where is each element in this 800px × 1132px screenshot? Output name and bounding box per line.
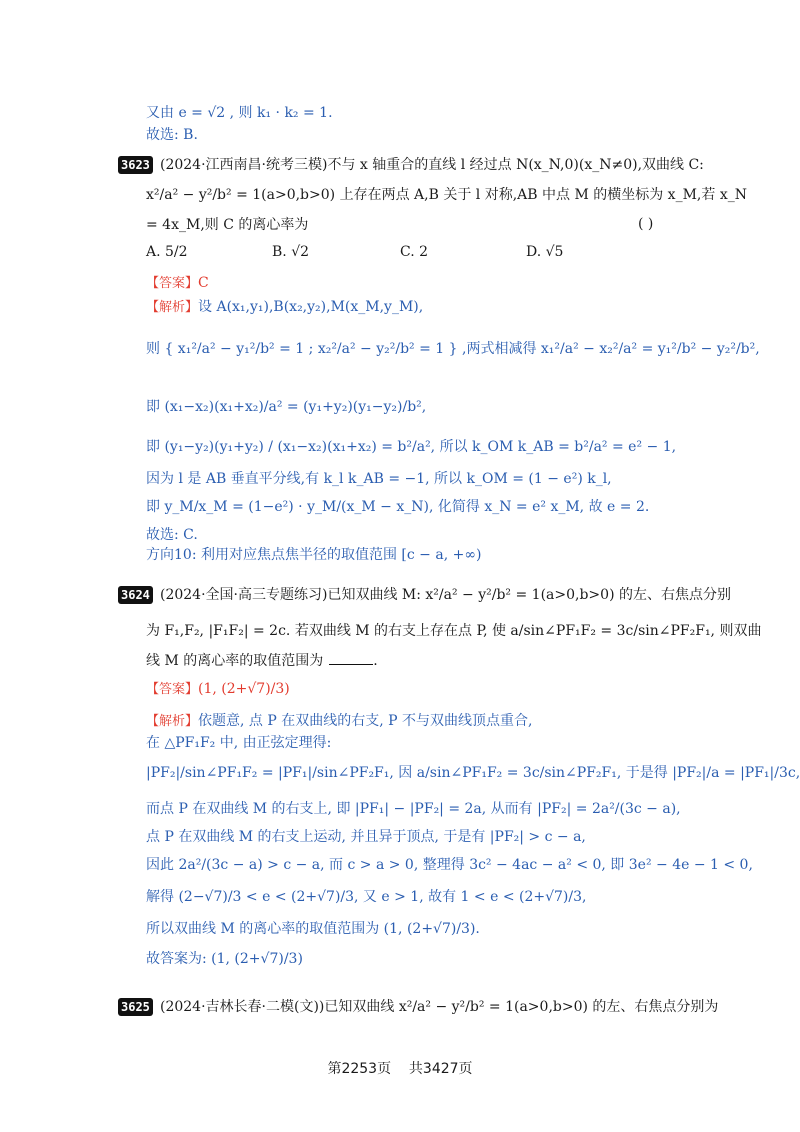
analysis-tag: 【解析】: [146, 300, 199, 315]
question-number-badge: 3623: [118, 156, 153, 174]
analysis-text: 依题意, 点 P 在双曲线的右支, P 不与双曲线顶点重合,: [198, 713, 533, 729]
question-3624-line-2: 为 F₁,F₂, |F₁F₂| = 2c. 若双曲线 M 的右支上存在点 P, 使 a/sin∠PF₁F₂ = 3c/sin∠PF₂F₁, 则双曲: [146, 623, 762, 639]
choice-c: C. 2: [400, 244, 429, 260]
answer-tag: 【答案】: [146, 682, 199, 697]
analysis-text: 设 A(x₁,y₁),B(x₂,y₂),M(x_M,y_M),: [198, 299, 424, 315]
analysis-line-4: 即 (y₁−y₂)(y₁+y₂) / (x₁−x₂)(x₁+x₂) = b²/a², 所以 k_OM k_AB = b²/a² = e² − 1,: [146, 439, 677, 455]
analysis-line-4: 而点 P 在双曲线 M 的右支上, 即 |PF₁| − |PF₂| = 2a, 从而有 |PF₂| = 2a²/(3c − a),: [146, 801, 681, 817]
question-number-badge: 3625: [118, 998, 153, 1016]
analysis-line-8: 方向10: 利用对应焦点焦半径的取值范围 [c − a, +∞): [146, 547, 482, 563]
question-3623-line-3: = 4x_M,则 C 的离心率为: [146, 217, 309, 233]
question-3625-line-1: (2024·吉林长春·二模(文))已知双曲线 x²/a² − y²/b² = 1(a>0,b>0) 的左、右焦点分别为: [160, 999, 719, 1015]
answer-paren: ( ): [638, 216, 654, 232]
question-3623-line-1: (2024·江西南昌·统考三模)不与 x 轴重合的直线 l 经过点 N(x_N,0)(x_N≠0),双曲线 C:: [160, 157, 704, 173]
analysis-line-5: 点 P 在双曲线 M 的右支上运动, 并且异于顶点, 于是有 |PF₂| > c − a,: [146, 829, 586, 845]
analysis-line-1: [146, 298, 423, 317]
page-number: 第2253页: [327, 1061, 392, 1077]
analysis-line-1: [146, 712, 532, 731]
prev-solution-line-1: 又由 e = √2 , 则 k₁ · k₂ = 1.: [146, 105, 333, 121]
answer-line: [146, 680, 290, 699]
analysis-line-5: 因为 l 是 AB 垂直平分线,有 k_l k_AB = −1, 所以 k_OM = (1 − e²) k_l,: [146, 471, 612, 487]
prev-solution-line-2: 故选: B.: [146, 127, 198, 143]
question-3624-line-3-text: 线 M 的离心率的取值范围为: [146, 653, 324, 669]
analysis-line-2: 在 △PF₁F₂ 中, 由正弦定理得:: [146, 735, 332, 751]
answer-line: [146, 274, 209, 293]
question-3624-line-3: 线 M 的离心率的取值范围为 .: [146, 653, 378, 669]
analysis-line-6: 因此 2a²/(3c − a) > c − a, 而 c > a > 0, 整理得 3c² − 4ac − a² < 0, 即 3e² − 4e − 1 < 0,: [146, 857, 753, 873]
analysis-line-6: 即 y_M/x_M = (1−e²) · y_M/(x_M − x_N), 化简得 x_N = e² x_M, 故 e = 2.: [146, 499, 650, 515]
analysis-line-7: 解得 (2−√7)/3 < e < (2+√7)/3, 又 e > 1, 故有 1 < e < (2+√7)/3,: [146, 889, 587, 905]
answer-tag: 【答案】: [146, 276, 199, 291]
page-footer: [0, 1058, 800, 1078]
page-total: 共3427页: [408, 1061, 473, 1077]
question-3624-line-1: (2024·全国·高三专题练习)已知双曲线 M: x²/a² − y²/b² = 1(a>0,b>0) 的左、右焦点分别: [160, 587, 731, 603]
analysis-line-3: 即 (x₁−x₂)(x₁+x₂)/a² = (y₁+y₂)(y₁−y₂)/b²,: [146, 399, 427, 415]
answer-value: (1, (2+√7)/3): [198, 681, 290, 697]
answer-value: C: [198, 275, 209, 291]
question-number-badge: 3624: [118, 586, 153, 604]
fill-blank: [329, 664, 373, 665]
question-3623-line-2: x²/a² − y²/b² = 1(a>0,b>0) 上存在两点 A,B 关于 l 对称,AB 中点 M 的横坐标为 x_M,若 x_N: [146, 187, 747, 203]
choice-d: D. √5: [526, 244, 564, 260]
analysis-line-8: 所以双曲线 M 的离心率的取值范围为 (1, (2+√7)/3).: [146, 921, 480, 937]
analysis-line-3: |PF₂|/sin∠PF₁F₂ = |PF₁|/sin∠PF₂F₁, 因 a/sin∠PF₁F₂ = 3c/sin∠PF₂F₁, 于是得 |PF₂|/a = |PF₁|/3c,: [146, 765, 800, 781]
analysis-line-9: 故答案为: (1, (2+√7)/3): [146, 951, 303, 967]
choice-b: B. √2: [272, 244, 310, 260]
analysis-tag: 【解析】: [146, 714, 199, 729]
analysis-line-7: 故选: C.: [146, 527, 198, 543]
analysis-line-2: 则 { x₁²/a² − y₁²/b² = 1 ; x₂²/a² − y₂²/b² = 1 } ,两式相减得 x₁²/a² − x₂²/a² = y₁²/b² − y₂²/b²,: [146, 341, 760, 357]
choice-a: A. 5/2: [146, 244, 188, 260]
